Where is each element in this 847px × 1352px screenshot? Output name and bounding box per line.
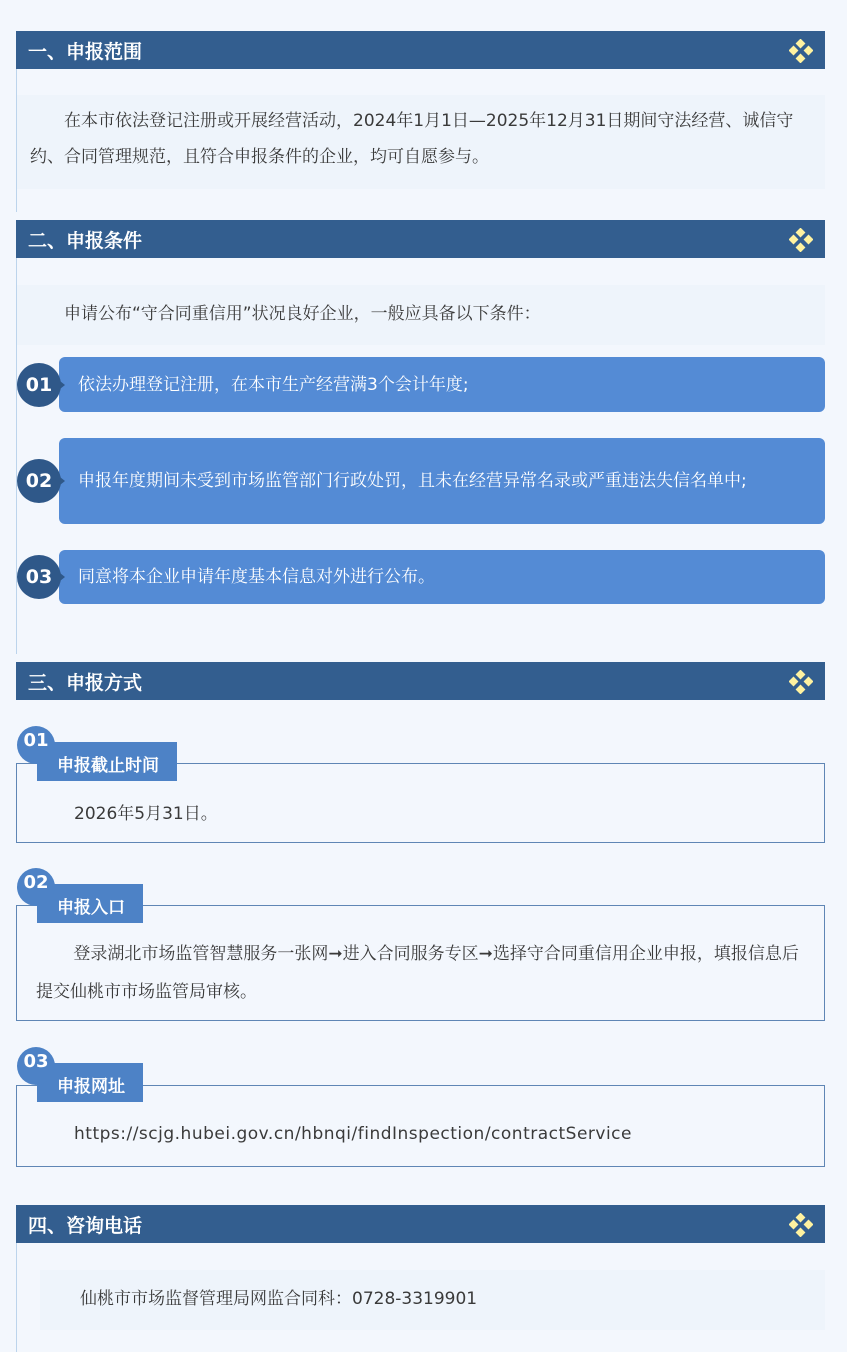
diamond-cluster-icon bbox=[789, 39, 813, 63]
entry-text: 登录湖北市场监管智慧服务一张网➞进入合同服务专区➞选择守合同重信用企业申报，填报信息后提交仙桃市市场监管局审核。 bbox=[36, 944, 799, 1002]
section-header-scope bbox=[16, 31, 825, 69]
section-header-conditions bbox=[16, 220, 825, 258]
diamond-cluster-icon bbox=[789, 670, 813, 694]
condition-number: 03 bbox=[17, 555, 61, 599]
section-header-method bbox=[16, 662, 825, 700]
condition-text: 依法办理登记注册，在本市生产经营满3个会计年度; bbox=[78, 374, 469, 395]
condition-item bbox=[59, 438, 825, 524]
condition-number: 01 bbox=[17, 363, 61, 407]
entry-label: 申报入口 bbox=[37, 884, 143, 923]
diamond-cluster-icon bbox=[789, 228, 813, 252]
item-number: 03 bbox=[17, 1047, 55, 1085]
condition-item bbox=[59, 550, 825, 604]
section-title: 三、申报方式 bbox=[28, 671, 143, 694]
condition-text: 申报年度期间未受到市场监管部门行政处罚，且未在经营异常名录或严重违法失信名单中; bbox=[78, 471, 747, 491]
url-label: 申报网址 bbox=[37, 1063, 143, 1102]
item-number: 02 bbox=[17, 868, 55, 906]
item-number: 01 bbox=[17, 726, 55, 764]
section-header-contact bbox=[16, 1205, 825, 1243]
contact-phone-text: 仙桃市市场监督管理局网监合同科：0728-3319901 bbox=[80, 1289, 478, 1309]
condition-item bbox=[59, 357, 825, 412]
section-title: 二、申报条件 bbox=[28, 229, 143, 252]
apply-url-link[interactable]: https://scjg.hubei.gov.cn/hbnqi/findInspection/contractService bbox=[74, 1124, 632, 1144]
scope-paragraph: 在本市依法登记注册或开展经营活动，2024年1月1日—2025年12月31日期间守法经营、诚信守约、合同管理规范，且符合申报条件的企业，均可自愿参与。 bbox=[30, 111, 794, 167]
diamond-cluster-icon bbox=[789, 1213, 813, 1237]
conditions-intro: 申请公布“守合同重信用”状况良好企业，一般应具备以下条件： bbox=[64, 304, 541, 324]
section-title: 一、申报范围 bbox=[28, 40, 143, 63]
left-rule bbox=[16, 1243, 17, 1352]
deadline-label: 申报截止时间 bbox=[37, 742, 177, 781]
section-title: 四、咨询电话 bbox=[28, 1214, 143, 1237]
condition-number: 02 bbox=[17, 459, 61, 503]
condition-text: 同意将本企业申请年度基本信息对外进行公布。 bbox=[78, 567, 435, 587]
deadline-text: 2026年5月31日。 bbox=[74, 804, 218, 824]
